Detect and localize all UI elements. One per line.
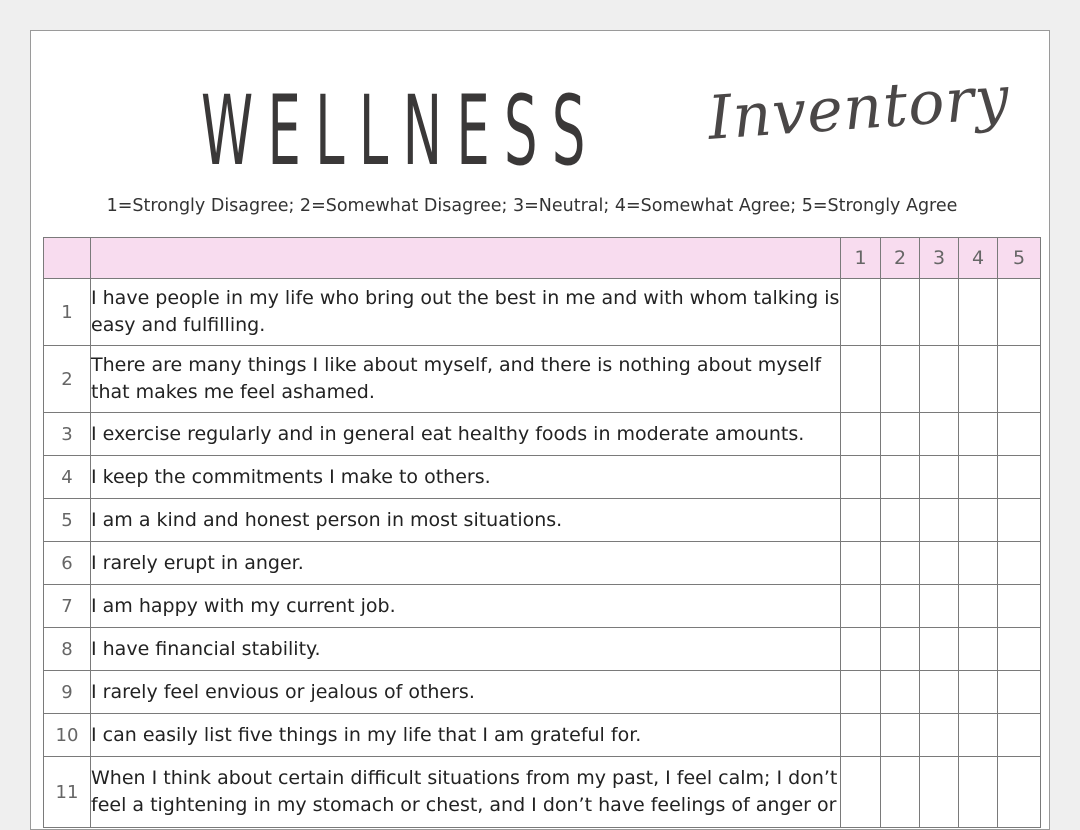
item-number: 2 (44, 346, 91, 413)
rating-box-2[interactable] (881, 279, 920, 346)
rating-box-2[interactable] (881, 499, 920, 542)
rating-box-1[interactable] (841, 413, 881, 456)
item-statement: I am a kind and honest person in most situations. (91, 499, 841, 542)
rating-box-3[interactable] (920, 279, 959, 346)
table-row (44, 714, 1041, 757)
rating-box-3[interactable] (920, 714, 959, 757)
rating-box-2[interactable] (881, 456, 920, 499)
item-number: 9 (44, 671, 91, 714)
rating-box-3[interactable] (920, 499, 959, 542)
rating-box-2[interactable] (881, 585, 920, 628)
rating-box-3[interactable] (920, 542, 959, 585)
rating-box-4[interactable] (959, 413, 998, 456)
rating-box-1[interactable] (841, 279, 881, 346)
rating-box-5[interactable] (998, 413, 1041, 456)
item-statement: I rarely feel envious or jealous of others. (91, 671, 841, 714)
rating-box-1[interactable] (841, 714, 881, 757)
item-statement: I rarely erupt in anger. (91, 542, 841, 585)
header-rating-1: 1 (841, 238, 881, 279)
rating-box-2[interactable] (881, 346, 920, 413)
title-wellness: WELLNESS (201, 75, 600, 187)
item-number: 11 (44, 757, 91, 828)
item-number: 1 (44, 279, 91, 346)
rating-box-5[interactable] (998, 628, 1041, 671)
rating-box-1[interactable] (841, 499, 881, 542)
rating-box-2[interactable] (881, 671, 920, 714)
item-statement: I can easily list five things in my life that I am grateful for. (91, 714, 841, 757)
rating-scale-legend: 1=Strongly Disagree; 2=Somewhat Disagree; 3=Neutral; 4=Somewhat Agree; 5=Strongly Agree (106, 196, 958, 216)
rating-box-5[interactable] (998, 757, 1041, 828)
table-row (44, 413, 1041, 456)
rating-box-1[interactable] (841, 456, 881, 499)
rating-box-1[interactable] (841, 585, 881, 628)
table-row (44, 628, 1041, 671)
rating-box-4[interactable] (959, 499, 998, 542)
inventory-table (43, 237, 1041, 828)
table-row (44, 585, 1041, 628)
rating-box-4[interactable] (959, 456, 998, 499)
table-row (44, 499, 1041, 542)
header-rating-3: 3 (920, 238, 959, 279)
table-header-row (44, 238, 1041, 279)
rating-box-1[interactable] (841, 628, 881, 671)
rating-box-3[interactable] (920, 456, 959, 499)
rating-box-5[interactable] (998, 499, 1041, 542)
table-row (44, 456, 1041, 499)
rating-box-4[interactable] (959, 671, 998, 714)
item-number: 8 (44, 628, 91, 671)
rating-box-1[interactable] (841, 346, 881, 413)
rating-box-4[interactable] (959, 279, 998, 346)
rating-box-2[interactable] (881, 413, 920, 456)
item-statement: I exercise regularly and in general eat healthy foods in moderate amounts. (91, 413, 841, 456)
rating-box-2[interactable] (881, 757, 920, 828)
rating-box-4[interactable] (959, 628, 998, 671)
rating-box-5[interactable] (998, 585, 1041, 628)
table-row (44, 542, 1041, 585)
rating-box-3[interactable] (920, 628, 959, 671)
rating-box-2[interactable] (881, 714, 920, 757)
rating-box-4[interactable] (959, 585, 998, 628)
rating-box-5[interactable] (998, 542, 1041, 585)
table-row (44, 279, 1041, 346)
item-statement: When I think about certain difficult situations from my past, I feel calm; I don’t feel a tightening in my stomach or chest, and I don’t have feelings of anger or (91, 757, 841, 828)
item-number: 3 (44, 413, 91, 456)
rating-box-5[interactable] (998, 671, 1041, 714)
rating-box-3[interactable] (920, 671, 959, 714)
item-number: 5 (44, 499, 91, 542)
title-inventory-script: Inventory (705, 62, 1013, 154)
header-rating-2: 2 (881, 238, 920, 279)
rating-box-2[interactable] (881, 628, 920, 671)
item-statement: I have financial stability. (91, 628, 841, 671)
rating-box-3[interactable] (920, 346, 959, 413)
item-number: 4 (44, 456, 91, 499)
rating-box-3[interactable] (920, 585, 959, 628)
item-statement: I have people in my life who bring out the best in me and with whom talking is easy and fulfilling. (91, 279, 841, 346)
rating-box-5[interactable] (998, 456, 1041, 499)
table-row (44, 346, 1041, 413)
item-number: 6 (44, 542, 91, 585)
rating-box-1[interactable] (841, 671, 881, 714)
header-num-cell (44, 238, 91, 279)
header-rating-4: 4 (959, 238, 998, 279)
rating-box-3[interactable] (920, 413, 959, 456)
item-statement: There are many things I like about myself, and there is nothing about myself that makes me feel ashamed. (91, 346, 841, 413)
rating-box-4[interactable] (959, 757, 998, 828)
header-rating-5: 5 (998, 238, 1041, 279)
rating-box-4[interactable] (959, 714, 998, 757)
rating-box-1[interactable] (841, 542, 881, 585)
rating-box-2[interactable] (881, 542, 920, 585)
rating-box-5[interactable] (998, 346, 1041, 413)
rating-box-5[interactable] (998, 279, 1041, 346)
item-statement: I keep the commitments I make to others. (91, 456, 841, 499)
header-statement-cell (91, 238, 841, 279)
rating-box-5[interactable] (998, 714, 1041, 757)
rating-box-3[interactable] (920, 757, 959, 828)
table-row (44, 671, 1041, 714)
rating-box-4[interactable] (959, 542, 998, 585)
rating-box-4[interactable] (959, 346, 998, 413)
item-number: 7 (44, 585, 91, 628)
item-statement: I am happy with my current job. (91, 585, 841, 628)
rating-box-1[interactable] (841, 757, 881, 828)
table-row (44, 757, 1041, 828)
item-number: 10 (44, 714, 91, 757)
